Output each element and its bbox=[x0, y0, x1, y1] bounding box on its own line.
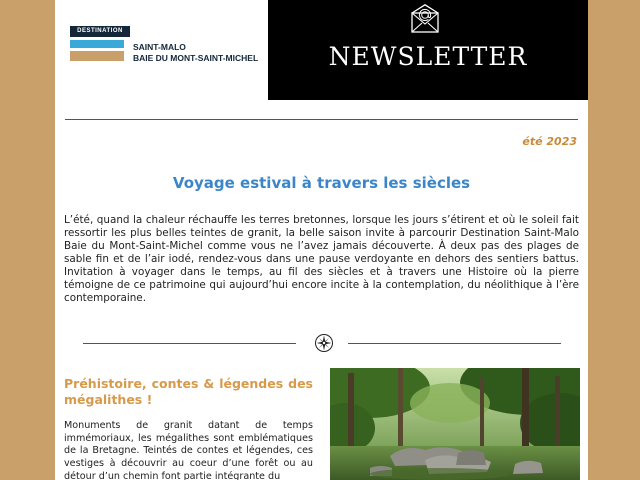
logo-stripe-blue bbox=[70, 40, 124, 48]
logo-stripe-gold bbox=[70, 51, 124, 61]
newsletter-page bbox=[55, 0, 588, 480]
destination-logo[interactable] bbox=[55, 0, 268, 100]
divider-line-right bbox=[348, 343, 561, 344]
section-title: Préhistoire, contes & légendes des mégalithes ! bbox=[64, 376, 313, 407]
email-icon bbox=[409, 4, 441, 34]
newsletter-banner bbox=[268, 0, 588, 100]
section-body: Monuments de granit datant de temps immémoriaux, les mégalithes sont emblématiques de la Bretagne. Teintés de contes et légendes, ces vestiges à découvrir au coeur d’une forêt ou au détour d’un chemin font partie intégrante du bbox=[64, 420, 313, 480]
issue-date: été 2023 bbox=[522, 135, 577, 148]
newsletter-title: NEWSLETTER bbox=[328, 42, 528, 71]
logo-line-2: BAIE DU MONT-SAINT-MICHEL bbox=[133, 53, 259, 63]
page-title: Voyage estival à travers les siècles bbox=[172, 174, 471, 192]
logo-line-1: SAINT-MALO bbox=[133, 42, 186, 52]
header-divider bbox=[65, 119, 578, 120]
megalith-forest-photo[interactable] bbox=[330, 368, 580, 480]
divider-line-left bbox=[83, 343, 296, 344]
logo-text bbox=[133, 42, 258, 64]
forest-illustration bbox=[330, 368, 580, 480]
header bbox=[55, 0, 588, 100]
logo-badge: DESTINATION bbox=[70, 26, 130, 37]
intro-paragraph: L’été, quand la chaleur réchauffe les terres bretonnes, lorsque les jours s’étirent et où le soleil fait ressortir les plus belles teintes de granit, la belle saison invite à parcourir Destination Saint-Malo Baie du Mont-Saint-Michel comme vous ne l’avez jamais découverte. À deux pas des plages de sable fin et de l’air iodé, rendez-vous dans une pause verdoyante en dehors des sentiers battus. Invitation à voyager dans le temps, au fil des siècles et à travers une Histoire où la pierre témoigne de ce patrimoine qui aujourd’hui encore incite à la contemplation, du néolithique à l’ère contemporaine. bbox=[64, 214, 579, 304]
compass-icon bbox=[314, 333, 334, 353]
section-divider bbox=[83, 333, 561, 355]
